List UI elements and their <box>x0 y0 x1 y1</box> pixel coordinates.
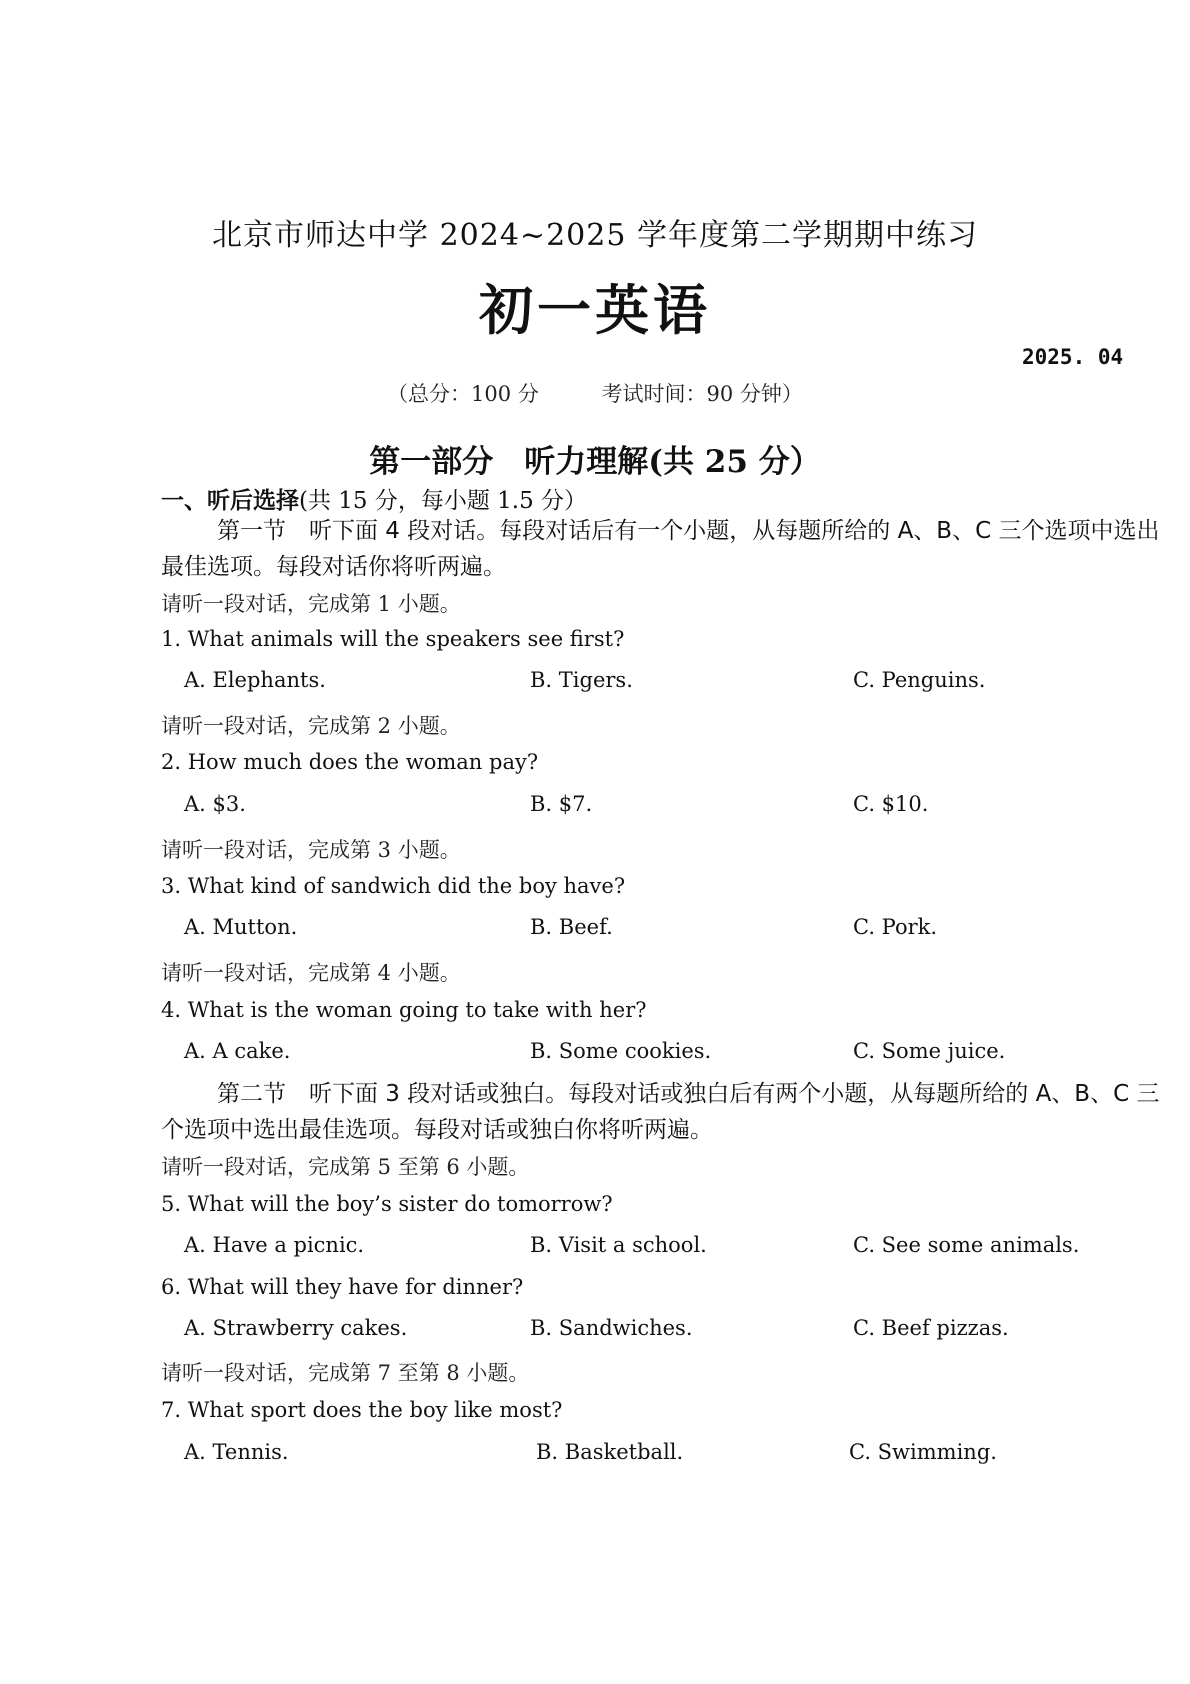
instruction-1: 请听一段对话，完成第 1 小题。 <box>161 592 461 616</box>
section1-score: (共 15 分，每小题 1.5 分） <box>299 488 588 514</box>
exam-date: 2025. 04 <box>1022 345 1124 369</box>
exam-meta <box>0 378 1190 408</box>
q4-option-a: A. A cake. <box>184 1039 291 1063</box>
q5-option-b: B. Visit a school. <box>530 1233 707 1257</box>
q2-option-a: A. $3. <box>184 792 246 816</box>
q5-option-c: C. See some animals. <box>853 1233 1080 1257</box>
subsection1-intro <box>161 513 1161 585</box>
q6-option-a: A. Strawberry cakes. <box>184 1316 408 1340</box>
q3-option-c: C. Pork. <box>853 915 938 939</box>
q4-option-c: C. Some juice. <box>853 1039 1006 1063</box>
q2-option-b: B. $7. <box>530 792 593 816</box>
section1-label: 一、听后选择 <box>161 488 299 514</box>
q6-option-b: B. Sandwiches. <box>530 1316 693 1340</box>
q5-option-a: A. Have a picnic. <box>184 1233 365 1257</box>
q1-option-c: C. Penguins. <box>853 668 986 692</box>
subsection2-label: 第二节 <box>217 1081 286 1107</box>
question-4: 4. What is the woman going to take with her? <box>161 998 647 1022</box>
q4-option-b: B. Some cookies. <box>530 1039 712 1063</box>
question-3: 3. What kind of sandwich did the boy have? <box>161 874 626 898</box>
instruction-6: 请听一段对话，完成第 7 至第 8 小题。 <box>161 1361 530 1385</box>
question-5: 5. What will the boy’s sister do tomorrow? <box>161 1192 613 1216</box>
part1-title: 第一部分 听力理解(共 25 分） <box>369 444 821 480</box>
q1-option-b: B. Tigers. <box>530 668 633 692</box>
q7-option-b: B. Basketball. <box>536 1440 684 1464</box>
subsection2-text: 听下面 3 段对话或独白。每段对话或独白后有两个小题，从每题所给的 A、B、C 三个选项中选出最佳选项。每段对话或独白你将听两遍。 <box>161 1081 1160 1143</box>
instruction-5: 请听一段对话，完成第 5 至第 6 小题。 <box>161 1155 530 1179</box>
q7-option-a: A. Tennis. <box>184 1440 289 1464</box>
instruction-2: 请听一段对话，完成第 2 小题。 <box>161 714 461 738</box>
q3-option-b: B. Beef. <box>530 915 613 939</box>
instruction-4: 请听一段对话，完成第 4 小题。 <box>161 961 461 985</box>
subsection1-text: 听下面 4 段对话。每段对话后有一个小题，从每题所给的 A、B、C 三个选项中选出最佳选项。每段对话你将听两遍。 <box>161 518 1160 580</box>
question-2: 2. How much does the woman pay? <box>161 750 539 774</box>
q1-option-a: A. Elephants. <box>184 668 326 692</box>
question-6: 6. What will they have for dinner? <box>161 1275 524 1299</box>
question-7: 7. What sport does the boy like most? <box>161 1398 563 1422</box>
subsection1-label: 第一节 <box>217 518 286 544</box>
q6-option-c: C. Beef pizzas. <box>853 1316 1009 1340</box>
q7-option-c: C. Swimming. <box>849 1440 997 1464</box>
subsection2-intro <box>161 1076 1161 1148</box>
section1-heading <box>161 482 587 515</box>
instruction-3: 请听一段对话，完成第 3 小题。 <box>161 838 461 862</box>
q3-option-a: A. Mutton. <box>184 915 298 939</box>
q2-option-c: C. $10. <box>853 792 929 816</box>
subject-title: 初一英语 <box>479 278 711 342</box>
total-score: （总分：100 分 <box>387 382 539 406</box>
exam-title: 北京市师达中学 2024~2025 学年度第二学期期中练习 <box>212 218 978 253</box>
exam-time: 考试时间：90 分钟） <box>601 382 803 406</box>
question-1: 1. What animals will the speakers see first? <box>161 627 625 651</box>
